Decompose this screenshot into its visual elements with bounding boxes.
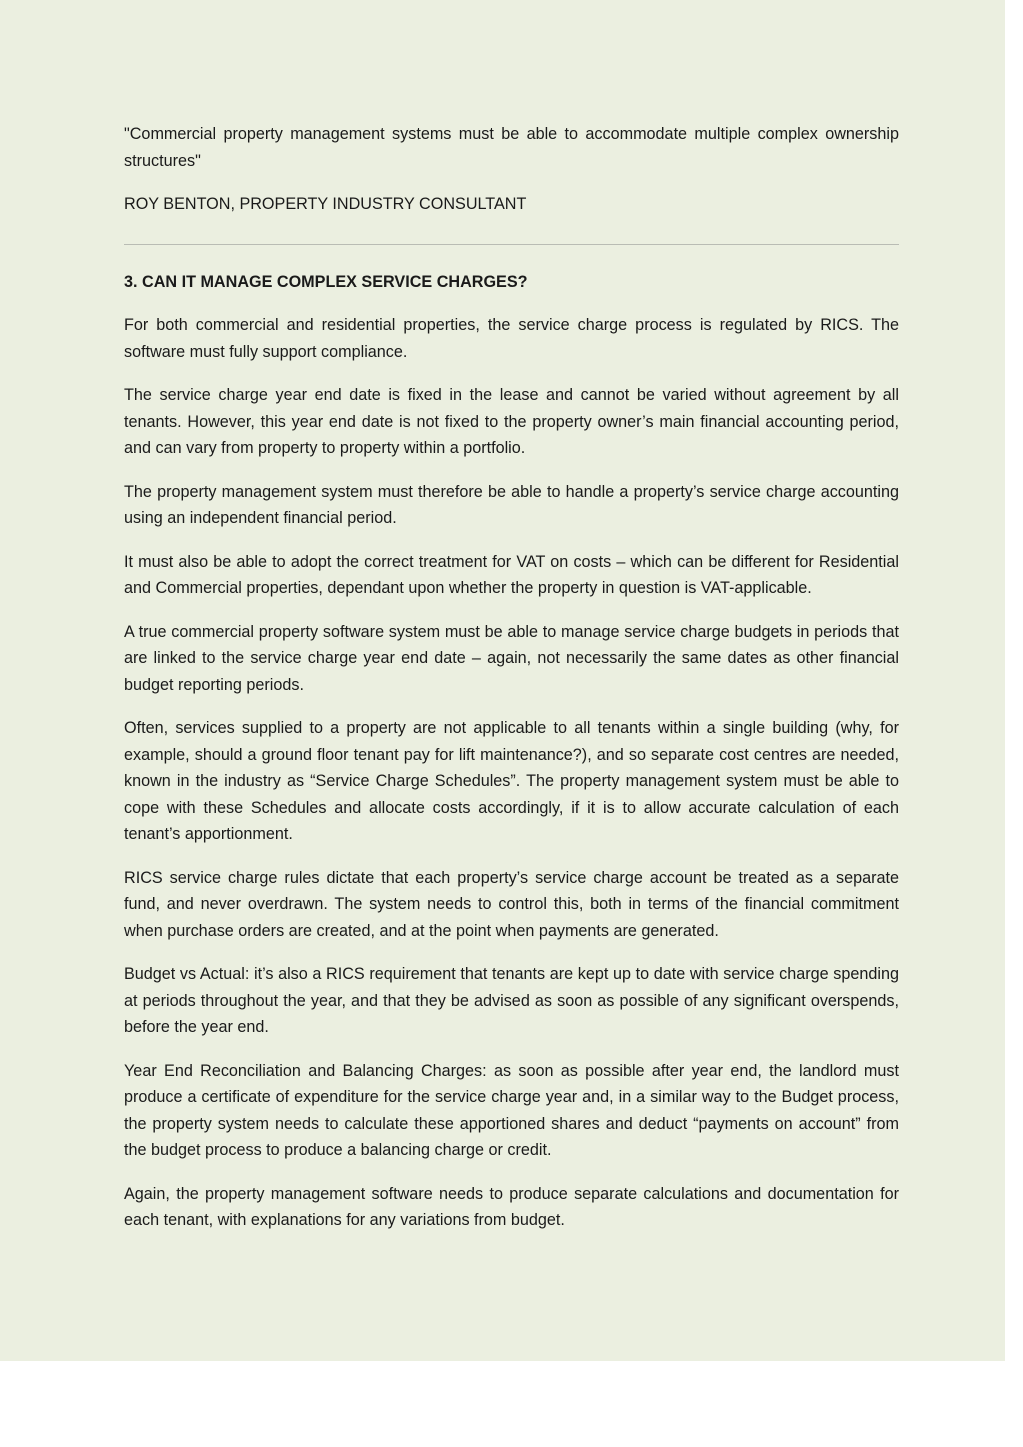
section-divider	[124, 244, 899, 245]
paragraph: A true commercial property software system must be able to manage service charge budgets in periods that are linked to the service charge year end date – again, not necessarily the same dates as other financial budget reporting periods.	[124, 622, 899, 694]
paragraph: Budget vs Actual: it’s also a RICS requirement that tenants are kept up to date with service charge spending at periods throughout the year, and that they be advised as soon as possible of any significant overspends, before the year end.	[124, 965, 899, 1036]
quote-attribution: ROY BENTON, PROPERTY INDUSTRY CONSULTANT	[124, 195, 527, 213]
paragraph: For both commercial and residential properties, the service charge process is regulated by RICS. The software must fully support compliance.	[124, 316, 899, 361]
paragraph: Year End Reconciliation and Balancing Charges: as soon as possible after year end, the landlord must produce a certificate of expenditure for the service charge year and, in a similar way to the Budget process, the property system needs to calculate these apportioned shares and deduct “payments on account” from the budget process to produce a balancing charge or credit.	[124, 1061, 899, 1159]
paragraph: The property management system must therefore be able to handle a property’s service charge accounting using an independent financial period.	[124, 482, 899, 527]
section-heading: 3. CAN IT MANAGE COMPLEX SERVICE CHARGES?	[124, 272, 528, 291]
paragraph: The service charge year end date is fixed in the lease and cannot be varied without agreement by all tenants. However, this year end date is not fixed to the property owner’s main financial accounting period, and can vary from property to property within a portfolio.	[124, 386, 899, 457]
document-body	[124, 121, 899, 1251]
paragraph: It must also be able to adopt the correct treatment for VAT on costs – which can be different for Residential and Commercial properties, dependant upon whether the property in question is VAT-applicable.	[124, 552, 899, 597]
paragraph: RICS service charge rules dictate that each property’s service charge account be treated as a separate fund, and never overdrawn. The system needs to control this, both in terms of the financial commitment when purchase orders are created, and at the point when payments are generated.	[124, 868, 899, 940]
paragraph: Again, the property management software needs to produce separate calculations and documentation for each tenant, with explanations for any variations from budget.	[124, 1184, 899, 1229]
paragraph: Often, services supplied to a property are not applicable to all tenants within a single building (why, for example, should a ground floor tenant pay for lift maintenance?), and so separate cost centres are needed, known in the industry as “Service Charge Schedules”. The property management system must be able to cope with these Schedules and allocate costs accordingly, if it is to allow accurate calculation of each tenant’s apportionment.	[124, 719, 899, 843]
pull-quote: "Commercial property management systems must be able to accommodate multiple complex ownership structures"	[124, 125, 899, 170]
